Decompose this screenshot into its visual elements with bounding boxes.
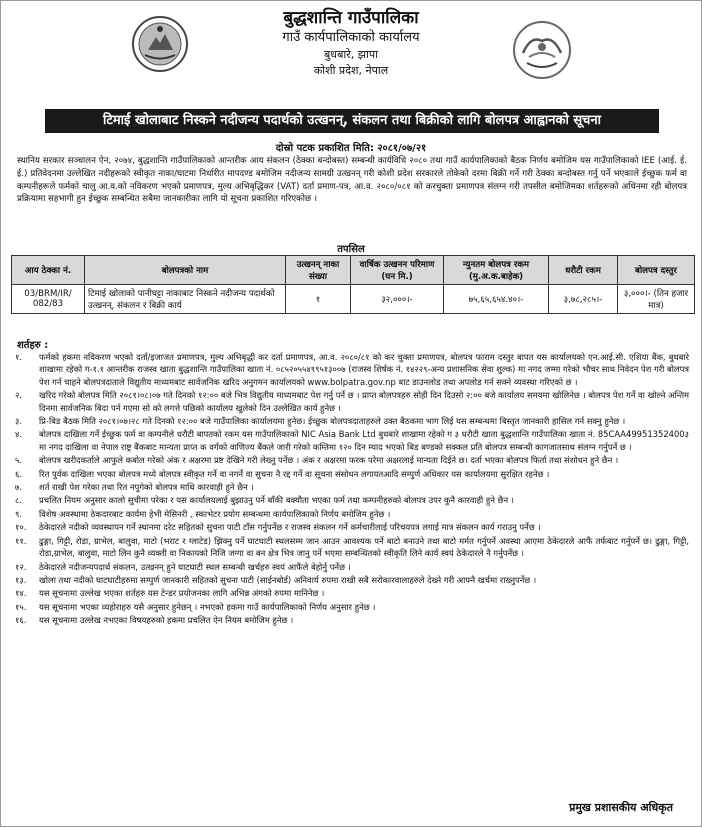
- header-bid-name: बोलपत्रको नाम: [85, 256, 286, 285]
- terms-list: [15, 351, 689, 628]
- cell-annual-volume: ३२,०००।-: [351, 285, 444, 314]
- term-number: १२.: [15, 561, 27, 572]
- list-item: [15, 508, 689, 520]
- term-number: ११.: [15, 535, 27, 546]
- list-item: [15, 614, 689, 626]
- list-item: [15, 561, 689, 573]
- notice-header: [1, 1, 701, 101]
- list-item: [15, 468, 689, 480]
- list-item: [15, 454, 689, 466]
- list-item: [15, 521, 689, 533]
- cell-contract-no: 03/BRM/IR/ 082/83: [12, 285, 85, 314]
- term-text: ढुङ्गा, गिट्टी, रोडा, ग्राभेल, बालुवा, माटो (भराट र ग्लाटेड) झिक्नु पर्ने घाटघाटी स्थलसम्म जान आउन आवश्यक पर्ने बाटो बनाउने तथा बाटो मर्मत गर्नुपर्ने अवस्था आएमा ठेकेदारले आफैं तर्फबाट गर्नुपर्ने छ। ढुङ्गा, गिट्टी, रोडा,ग्राभेल, बालुवा, माटो लिन कुनै व्यक्ती वा निकायको निजि जग्गा वा बन क्षेत्र भित्र जानु पर्ने भएमा सम्बन्धितको स्वीकृति लिने कार्य स्वयं ठेकेदारले नै गर्नुपर्नेछ ।: [39, 535, 689, 559]
- cell-min-bid-amount: ७५,६५,६५४.४०।-: [444, 285, 549, 314]
- office-address-line2: कोशी प्रदेश, नेपाल: [313, 64, 389, 77]
- notice-title-banner: टिमाई खोलाबाट निस्कने नदीजन्य पदार्थको उत्खनन्, संकलन तथा बिक्रीको लागि बोलपत्र आह्वानको सूचना: [45, 109, 659, 133]
- table-row: [12, 285, 695, 314]
- header-annual-volume: वार्षिक उत्खनन परिमाण (घन मि.): [351, 256, 444, 285]
- term-text: खोला तथा नदीको घाटघाटीहरुमा सम्पुर्ण जानकारी सहितको सुचना पाटी (साईनबोर्ड) अनिवार्य रुपमा राखी सबै सरोकारवालाहरुले देख्ने गरी आफ्नै खर्चमा राख्नुपर्नेछ ।: [39, 574, 537, 585]
- list-item: [15, 535, 689, 560]
- municipality-logo-icon: [511, 19, 573, 81]
- office-name: गाउँ कार्यपालिकाको कार्यालय: [282, 30, 420, 45]
- list-item: [15, 601, 689, 613]
- term-text: शर्त राखी पेश गरेका तथा रित नपुगेको बोलपत्र माथि कारवाही हुने छैन ।: [39, 482, 254, 493]
- municipality-name: बुद्धशान्ति गाउँपालिका: [283, 8, 419, 28]
- term-number: १०.: [15, 522, 27, 533]
- term-number: १४.: [15, 588, 27, 599]
- term-number: ७.: [15, 482, 23, 493]
- term-number: ८.: [15, 495, 23, 506]
- term-text: यस सूचनामा भएका व्यहोराहरु यसै अनुसार हुनेछन् । नभएको हकमा गाउँ कार्यपालिकाको निर्णय अनुसार हुनेछ ।: [39, 601, 376, 612]
- term-text: प्रचलित नियम अनुसार कालो सुचीमा परेका र यस कार्यालयलाई बुझाउनु पर्ने बाँकी बक्यौता भएका फर्म तथा कम्पनीहरुको बोलपत्र उपर कुनै कारवाही हुने छैन ।: [39, 495, 514, 506]
- term-text: विशेष अवस्थामा ठेकदारबाट कार्यमा हेभी मेसिनरी , स्काभेटर प्रयोग सम्बन्धमा कार्यपालिकाको निर्णय बमोजिम हुनेछ ।: [39, 508, 391, 519]
- office-address-line1: बुधबारे, झापा: [324, 48, 378, 61]
- header-min-bid-amount: न्युनतम बोलपत्र रकम (मु.अ.क.बाहेक): [444, 256, 549, 285]
- cell-site-count: १: [286, 285, 351, 314]
- term-text: बोलपत्र दाखिला गर्ने ईच्छुक फर्म वा कम्पनीले धरौटी बापतको रकम यस गाउँपालिकाको NIC Asia Bank Ltd बुधबारे शाखामा रहेको ग ३ धरौटी खाता बुद्धशान्ति गाउँपालिका खाता नं. 85CAA49951352400३ मा नगद दाखिला वा नेपाल राष्ट्र बैंकबाट मान्यता प्राप्त क वर्गको वाणिज्य बैंकले जारी गरेको कम्तिमा १२० दिन म्याद भएको बिड बण्डको सक्कल प्रति बोलपत्र सम्बन्धी कागजातसाथ संलग्न गर्नुपर्ने छ ।: [39, 429, 689, 452]
- term-text: यस सूचनामा उल्लेख भएका शर्तहरु यस टेन्डर प्रयोजनका लागि अभिन्न अंगको रुपमा मानिनेछ ।: [39, 588, 325, 599]
- term-number: ५.: [15, 455, 23, 466]
- header-deposit: धरौटी रकम: [549, 256, 618, 285]
- signature-title: प्रमुख प्रशासकीय अधिकृत: [569, 801, 673, 814]
- term-number: ३.: [15, 416, 23, 427]
- list-item: [15, 481, 689, 493]
- term-number: १३.: [15, 574, 27, 585]
- term-text: बोलपत्र खरीदकर्ताले आफुले कबोल गरेको अंक र अक्षरमा प्रष्ट देखिने गरी लेख्नु पर्नेछ । अंक र अक्षरमा फरक परेमा अक्षरलाई मान्यता दिईने छ। दर्ता भएका बोलपत्र फिर्ता तथा संशोधन हुने छैन ।: [39, 455, 619, 466]
- cell-deposit: ३,७८,२८५।-: [549, 285, 618, 314]
- term-text: ठेकेदारले नदीजन्यपदार्थ संकलन, उत्खनन् हुने घाटघाटी स्थल सम्बन्धी खर्चहरु स्वयं आफैंले बेहोर्नु पर्नेछ ।: [39, 561, 351, 572]
- office-heading: [1, 7, 701, 79]
- cell-bid-fee: ३,०००।- (तिन हजार मात्र): [618, 285, 695, 314]
- term-text: प्रि-बिड बैठक मिति २०८१।०७।२८ गते दिनको १२:०० बजे गाउँपालिका कार्यालयमा हुनेछ। ईच्छुक बोलपत्रदाताहरुले उक्त बैठकमा भाग लिई यस सम्बन्धमा बिस्तृत जानकारी हासिल गर्न सक्नु हुनेछ ।: [39, 416, 626, 427]
- term-text: रित पुर्वक दाखिला भएका बोलपत्र मध्ये बोलपत्र स्वीकृत गर्ने वा नगर्ने वा सुचना नै रद्द गर्ने वा सूचना संसोधन लगायतआदि सम्पुर्ण अधिकार यस कार्यालयमा सुरक्षित रहनेछ ।: [39, 468, 550, 479]
- terms-heading: शर्तहरु :: [17, 340, 49, 351]
- list-item: [15, 494, 689, 506]
- table-header-row: [12, 256, 695, 285]
- term-number: ६.: [15, 468, 23, 479]
- intro-paragraph: स्थानिय सरकार सञ्चालन ऐन, २०७४, बुद्धशान्ति गाउँपालिकाको आन्तरीक आय संकलन (ठेक्का बन्दोबस्त) सम्बन्धी कार्यविधि २०८० तथा गाउँ कार्यपालिकाको बैठक निर्णय बमोजिम यस गाउँपालिकाको IEE (आई. ई. ई.) प्रतिवेदनमा उल्लेखित नदीहरूको स्वीकृत नाका/घाटमा निर्धारीत मापदण्ड बमोजिम नदीजन्य सामग्री उत्खनन् गरी कोशी प्रदेश सरकारले तोकेको दरमा बिक्री गर्ने गरी ठेक्का बन्दोबस्त गर्नु पर्ने भएकाले ईच्छुक फर्म वा कम्पनीहरूले फर्मको चालु आ.व.को नविकरण भएको प्रमाणपत्र, मुल्य अभिबृद्धिकर (VAT) दर्ता प्रमाण-पत्र, आ.व. २०८०/०८१ को करचुक्ता प्रमाणपत्र संलग्न गरी तपसील बमोजिमका शर्तहरूको अधिनमा रही बोलपत्र प्रक्रियामा सहभागी हुन ईच्छुक सम्बन्धित सबैमा जानकारीका लागि यो सूचना प्रकाशित गरिएकोछ ।: [17, 156, 687, 205]
- term-number: ९.: [15, 508, 23, 519]
- term-text: खरिद गरेको बोलपत्र मिति २०८१।०८।०७ गते दिनको १२:०० बजे भित्र विद्युतीय माध्यमबाट पेश गर्नु पर्ने छ । प्राप्त बोलपत्रहरु सोही दिन दिउसो २:०० बजे कार्यालय समयमा खोलिनेछ । बोलपत्र पेश गर्ने वा खोल्ने अन्तिम दिनमा सार्वजनिक बिदा पर्न गएमा सो को लगत्ते पछिको कार्यालय खुलेको दिन उल्लेखित कार्य हुनेछ ।: [39, 390, 689, 413]
- cell-bid-name: टिमाई खोलाको पानीघट्टा नाकाबाट निस्कने नदीजन्य पदार्थको उत्खनन्, संकलन र बिक्री कार्य: [85, 285, 286, 314]
- list-item: [15, 351, 689, 388]
- list-item: [15, 587, 689, 599]
- header-site-count: उत्खनन् नाका संख्या: [286, 256, 351, 285]
- list-item: [15, 428, 689, 453]
- term-number: १.: [15, 352, 23, 362]
- term-number: १६.: [15, 615, 27, 626]
- header-contract-no: आय ठेक्का नं.: [12, 256, 85, 285]
- list-item: [15, 389, 689, 414]
- term-text: फर्मको हकमा नविकरण भएको दर्ता/इजाजत प्रमाणपत्र, मुल्य अभिबृद्धी कर दर्ता प्रमाणपत्र, आ.व. २०८०/८१ को कर चुक्ता प्रमाणपत्र, बोलपत्र फाराम दस्तुर बापत यस कार्यालयको एन.आई.सी. एशिया बैंक, बुधबारे शाखामा रहेको ग-१.१ आन्तरीक राजस्व खाता बुद्धशान्ति गाउँपालिका खाता नं. ०८५२०५५४९९५१३००७ (राजस्व शिर्षक नं. १४२२९-अन्य प्रशासनिक सेवा शुल्क) मा नगद जम्मा गरेको भौचर साथ निवेदन पेश गरी बोलपत्र पेश गर्न चाहने बोलपत्रदाताले विद्युतीय माध्यमबाट सार्वजनिक खरिद अनुगमन कार्यालयको www.bolpatra.gov.np बाट डाउनलोड तथा अपलोड गर्न सक्ने व्यवस्था गरिएको छ ।: [39, 352, 689, 387]
- term-number: ४.: [15, 429, 23, 440]
- list-item: [15, 415, 689, 427]
- bid-details-table: [11, 255, 695, 314]
- header-bid-fee: बोलपत्र दस्तुर: [618, 256, 695, 285]
- term-number: २.: [15, 390, 23, 401]
- list-item: [15, 574, 689, 586]
- publication-date: दोस्रो पटक प्रकाशित मिति: २०८१/०७/२१: [275, 143, 427, 154]
- term-text: यस सूचनामा उल्लेख नभएका विषयहरुको हकमा प्रचलित ऐन नियम बमोजिम हुनेछ ।: [39, 615, 294, 626]
- term-number: १५.: [15, 601, 27, 612]
- term-text: ठेकेदारले नदीको व्यवस्थापन गर्ने स्थानमा दरेट सहितको सुचना पाटी टाँस गर्नुपर्नेछ र राजस्व संकलन गर्ने कर्मचारीलाई परिचयपत्र लगाई मात्र संकलन कार्य गराउनु पर्नेछ ।: [39, 522, 541, 533]
- details-heading: तपसिल: [337, 244, 365, 255]
